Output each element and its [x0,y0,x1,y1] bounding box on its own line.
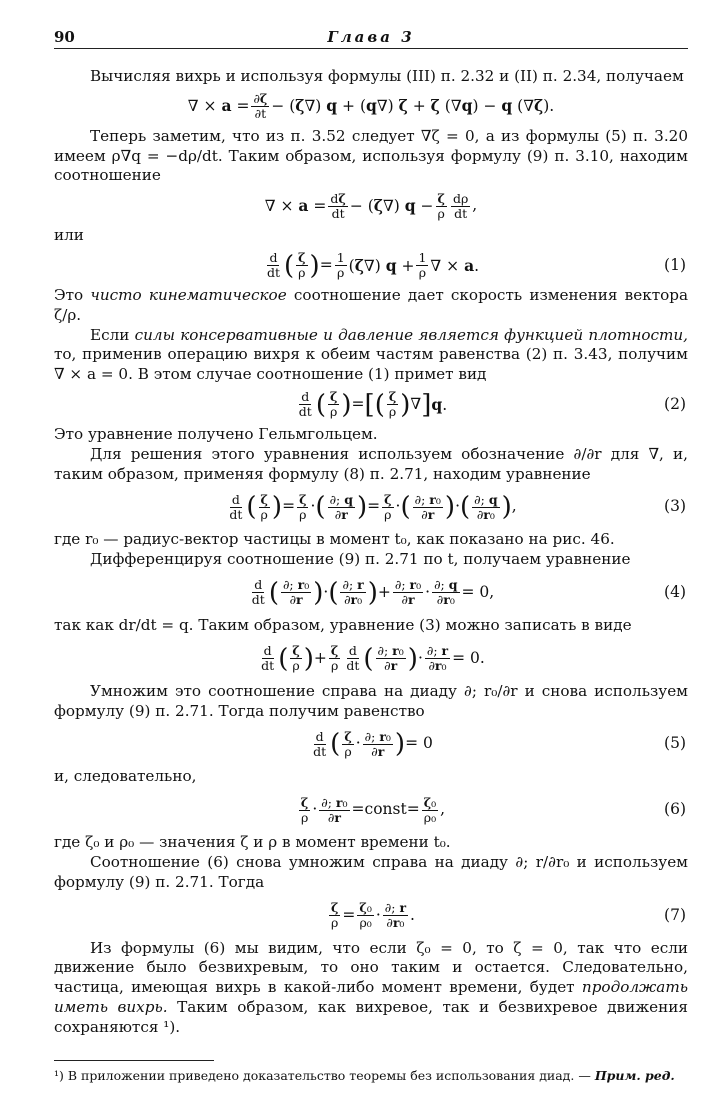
paragraph-3: или [54,226,84,245]
paragraph-11: Умножим это соотношение справа на диаду ∂; r₀/∂r и снова используем формулу (9) п. 2.71. Тогда получим равенство [54,681,688,720]
paragraph-6: Это уравнение получено Гельмгольцем. [54,424,378,443]
paragraph-1: Вычисляя вихрь и используя формулы (III) п. 2.32 и (II) п. 2.34, получаем [90,67,684,85]
chapter-title: Глава 3 [327,28,415,46]
footnote-divider [54,1060,214,1061]
equation-curl-a: ∇ × a = $\frac{\partial\zeta}{\partial t}$ − (ζ∇) q + (q∇) ζ + ζ (∇q) − q (∇ζ). [187,91,555,122]
running-head [54,26,688,49]
paragraph-9: Дифференцируя соотношение (9) п. 2.71 по t, получаем уравнение [90,550,631,569]
equation-5: $\frac{d}{dt}$ ( $\frac{\zeta}{\rho}$ · $\frac{\text{∂; r₀}}{\partial r}$ ) = 0 (5) [313,728,686,760]
paragraph-7: Для решения этого уравнения используем обозначение ∂/∂r для ∇, и, таким образом, применяя формулу (8) п. 2.71, находим уравнение [54,444,688,483]
paragraph-8: где r₀ — радиус-вектор частицы в момент t₀, как показано на рис. 46. [54,530,615,549]
footnote: ¹) В приложении приведено доказательство теоремы без использования диад. — Прим. ред. [54,1067,675,1083]
equation-4: $\frac{d}{dt}$ ( $\frac{\text{∂; r₀}}{\partial r}$ ) · ( $\frac{\partial; r}{\text{∂r₀}}$ ) + $\frac{\text{∂; r₀}}{\partial r}$ · $\frac{\partial; q}{\text{∂r₀}}$ = 0, (4) [251,577,686,608]
paragraph-15: Из формулы (6) мы видим, что если ζ₀ = 0, то ζ = 0, так что если движение было безвихревым, то оно таким и остается. Следовательно, частица, имеющая вихрь в какой-либо момент времени, будет продолжать иметь вихрь. Таким образом, как вихревое, так и безвихревое движения сохраняются ¹). [54,938,688,1036]
page-number: 90 [54,28,75,46]
paragraph-10: так как dr/dt = q. Таким образом, уравнение (3) можно записать в виде [54,615,632,634]
paragraph-5: Если силы консервативные и давление является функцией плотности, то, применив операцию вихря к обеим частям равенства (2) п. 3.43, получим ∇ × a = 0. В этом случае соотношение (1) примет вид [54,325,689,384]
equation-3-rewritten: $\frac{d}{dt}$ ( $\frac{\zeta}{\rho}$ ) + $\frac{\zeta}{\rho}$ $\frac{d}{dt}$ ( $\frac{\text{∂; r₀}}{\partial r}$ ) · $\frac{\partial; r}{\text{∂r₀}}$ = 0. [261,643,485,674]
equation-curl-a-2: ∇ × a = $\frac{d\zeta}{dt}$ − (ζ∇) q − $\frac{\zeta}{\rho}$ $\frac{d\rho}{dt}$ , [264,190,478,221]
document-page [54,26,688,1085]
page-body [54,67,688,1085]
paragraph-14: Соотношение (6) снова умножим справа на диаду ∂; r/∂r₀ и используем формулу (9) п. 2.71. Тогда [54,852,688,891]
equation-2: $\frac{d}{dt}$ ( $\frac{\zeta}{\rho}$ ) = [ ( $\frac{\zeta}{\rho}$ ) ∇ ] q. (2) [298,389,686,420]
equation-7: $\frac{\zeta}{\rho}$ = $\frac{\text{ζ₀}}{\text{ρ₀}}$ · $\frac{\partial; r}{\text{∂r₀}}$ . (7) [331,900,686,931]
paragraph-13: где ζ₀ и ρ₀ — значения ζ и ρ в момент времени t₀. [54,833,451,852]
equation-3: $\frac{d}{dt}$ ( $\frac{\zeta}{\rho}$ ) = $\frac{\zeta}{\rho}$ · ( $\frac{\partial; q}{\partial r}$ ) = $\frac{\zeta}{\rho}$ · ( $\frac{\text{∂; r₀}}{\partial r}$ ) · ( $\frac{\partial; q}{\text{∂r₀}}$ ) , (3) [229,491,686,523]
equation-6: $\frac{\zeta}{\rho}$ · $\frac{\text{∂; r₀}}{\partial r}$ = const = $\frac{\text{ζ₀}}{\text{ρ₀}}$ , (6) [300,794,686,825]
paragraph-2: Теперь заметим, что из п. 3.52 следует ∇ζ = 0, а из формулы (5) п. 3.20 имеем ρ∇q = −dρ/dt. Таким образом, используя формулу (9) п. 3.10, находим соотношение [54,126,688,185]
paragraph-4: Это чисто кинематическое соотношение дает скорость изменения вектора ζ/ρ. [54,285,689,324]
equation-1: $\frac{d}{dt}$ ( $\frac{\zeta}{\rho}$ ) = $\frac{1}{\rho}$ (ζ∇) q + $\frac{1}{\rho}$ ∇ × a. (1) [266,250,686,281]
paragraph-12: и, следовательно, [54,767,197,786]
